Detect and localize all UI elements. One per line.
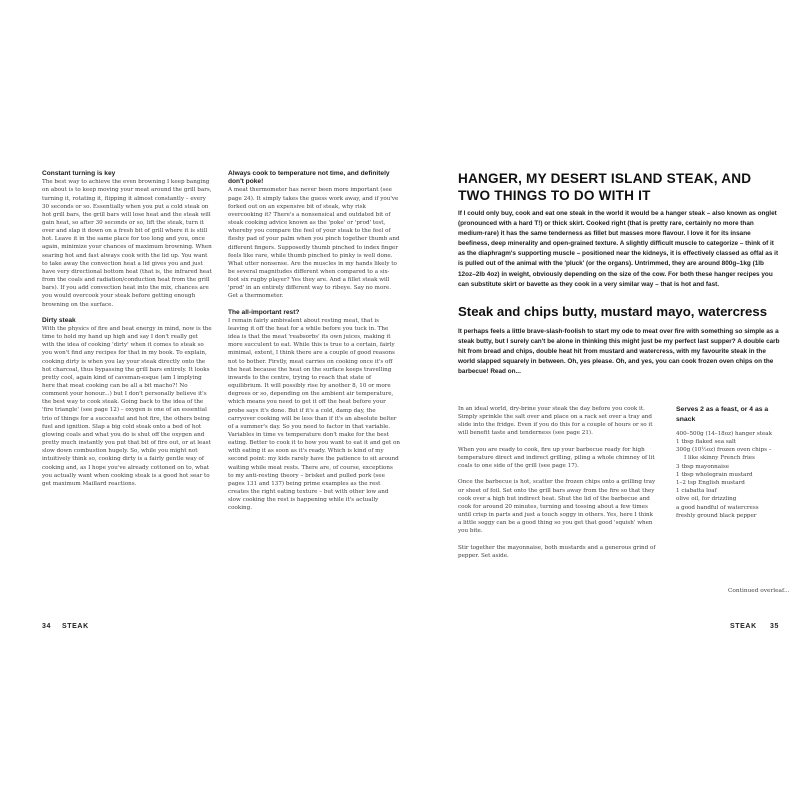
ingredient-item: 1 tbsp flaked sea salt: [676, 439, 737, 446]
page-number-left: 34: [42, 623, 51, 630]
section-heading: The all-important rest?: [228, 308, 300, 316]
left-column-1: [42, 170, 212, 488]
recipe-intro: It perhaps feels a little brave-slash-foolish to start my ode to meat over fire with something so simple as a steak butty, but I surely can't be alone in thinking this might just be my perfect last supper? A double carb hit from bread and chips, double heat hit from mustard and watercress, with my favourite steak in the world slapped squarely in between. Oh, yes please. Oh, and yes, you can cook frozen oven chips on the barbecue! Read on...: [458, 327, 780, 376]
method-step: Stir together the mayonnaise, both mustards and a generous grind of pepper. Set aside.: [458, 544, 656, 559]
ingredient-item: a good handful of watercress: [676, 504, 759, 511]
ingredient-item: 300g (10½oz) frozen oven chips –: [676, 447, 772, 454]
ingredient-item: 400–500g (14–18oz) hanger steak: [676, 430, 773, 437]
recipe-method: [458, 405, 658, 568]
serves-label: Serves 2 as a feast, or 4 as a snack: [676, 406, 769, 424]
section-heading: Constant turning is key: [42, 170, 116, 177]
ingredient-item: freshly ground black pepper: [676, 512, 757, 519]
section-body: The best way to achieve the even browning I keep banging on about is to keep moving your meat around the grill bars, turning it, rotating it, flipping it almost constantly – every 30 seconds or so. Essentially when you put a cold steak on hot grill bars, the grill bars will lose heat and the steak will gain heat, so after 30 seconds or so, lift the steak, turn it over and slap it down on a fresh bit of grill where it is still hot. Leave it in the same place for too long and you, once again, minimize your chances of maximum browning. When searing hot and fast always cook with the lid up. You want to take away the convection heat a lid gives you and just have very directional bottom heat (that is, the infrared heat from the coals and radiation/conduction heat from the grill bars). If you add convection heat into the mix, chances are you would overcook your steak before getting enough browning on the surface.: [42, 179, 212, 308]
method-step: Once the barbecue is hot, scatter the frozen chips onto a grilling tray or sheet of foil. Set onto the grill bars away from the fire so that they cook over a high but indirect heat. Shut the lid of the barbecue and cook for around 20 minutes, turning and tossing about a few times until crisp in parts and just a touch soggy in others. Yes, here I think a little soggy can be a good thing so you get that good 'squish' when you bite.: [458, 479, 656, 535]
recipe-title: Steak and chips butty, mustard mayo, watercress: [458, 303, 768, 319]
section-heading: Dirty steak: [42, 316, 76, 324]
section-body: I remain fairly ambivalent about resting meat, that is leaving it off the heat for a while before you tuck in. The idea is that the meat 'reabsorbs' its own juices, making it more succulent to eat. While this is true to a certain, fairly minimal, extent, I think there are a couple of good reasons not to bother. Firstly, meat carries on cooking once it's off the heat because the heat on the surface keeps travelling inwards to the centre, trying to reach that state of equilibrium. It will possibly rise by another 8, 10 or more degrees or so, depending on the ambient air temperature, which means you need to get it off the heat before your probe says it's done. But if it's a cold, damp day, the carryover cooking will be less than if it's an absolute belter of a summer's day. So you need to factor in that variable. Variables in time vs temperature don't make for the best eating. Better to cook it to how you want to eat it and get on with eating it as soon as it's ready. Which is kind of my second point: my kids rarely have the patience to sit around waiting while meat rests. There are, of course, exceptions to my anti-resting theory – brisket and pulled pork (see pages 131 and 137) being prime examples as the rest creates the right eating texture – but with other low and slow cooking the rest is happening while it's actually cooking.: [228, 317, 400, 512]
page-number-right: 35: [770, 623, 779, 630]
ingredient-item: 3 tbsp mayonnaise: [676, 463, 730, 470]
method-step: When you are ready to cook, fire up your barbecue ready for high temperature direct and indirect grilling, piling a whole chimney of lit coals to one side of the grill (see page 17).: [458, 446, 655, 470]
left-column-2: [228, 170, 400, 513]
section-label-left: STEAK: [62, 623, 89, 630]
page-title: HANGER, MY DESERT ISLAND STEAK, AND TWO THINGS TO DO WITH IT: [458, 171, 752, 203]
method-step: In an ideal world, dry-brine your steak the day before you cook it. Simply sprinkle the salt over and place on a rack set over a tray and slide into the fridge. Even if you do this for a couple of hours or so it will benefit taste and tenderness (see page 21).: [458, 406, 653, 437]
ingredients-list: [676, 430, 782, 520]
article-intro: If I could only buy, cook and eat one steak in the world it would be a hanger steak – also known as onglet (pronounced with a hard T!) or thick skirt. Cooked right (that is pretty rare, certainly no more than medium-rare) it has the same tenderness as fillet but masses more flavour. I love it for its insane beefiness, deep minerality and open-grained texture. A slightly difficult muscle to categorize – think of it as the diaphragm's supporting muscle – positioned near the kidneys, it is effectively classed as offal as it is pulled out of the animal with the 'pluck' (or the organs). Untrimmed, they are around 800g–1kg (1lb 12oz–2lb 4oz) in weight, obviously depending on the size of the cow. For both these hanger recipes you can substitute skirt or bavette as they cook in a very similar way – that is hot and fast.: [458, 210, 779, 288]
ingredients-panel: [676, 405, 782, 520]
ingredient-item: I like skinny French fries: [684, 455, 755, 462]
section-body: A meat thermometer has never been more important (see page 24). It simply takes the guess work away, and if you've forked out on an expensive bit of steak, why risk overcooking it? There's a nonsensical and outdated bit of steak cooking advice known as the 'poke' or 'prod' test, whereby you compare the feel of your steak to the feel of fleshy pad of your palm when you pinch together thumb and different fingers. Supposedly thumb pinched to index finger feels like rare, while thumb pinched to pinky is well done. What utter nonsense. Are the muscles in my hands likely to be several magnitudes different when compared to a six-foot six rugby player? Yes they are. And a fillet steak will 'prod' in an entirely different way to ribeye. Say no more. Get a thermometer.: [228, 187, 400, 300]
ingredient-item: 1 ciabatta loaf: [676, 488, 717, 495]
section-heading: Always cook to temperature not time, and definitely don't poke!: [228, 170, 390, 186]
article-header: [458, 170, 780, 377]
ingredient-item: olive oil, for drizzling: [676, 496, 737, 503]
section-label-right: STEAK: [730, 623, 757, 630]
continued-overleaf: Continued overleaf...: [728, 588, 790, 594]
section-body: With the physics of fire and heat energy in mind, now is the time to hold my hand up high and say I don't really get with the idea of cooking 'dirty' when it comes to steak so you won't find any recipes for that in my book. To explain, cooking dirty is when you lay your steak directly onto the hot charcoal, thus bypassing the grill bars entirely. It looks pretty cool, again kind of caveman-esque (am I implying here that meat cooking can be all a bit macho?! No comment your honour...) but I don't personally believe it's the best way to cook steak. Going back to the idea of the 'fire triangle' (see page 12) – oxygen is one of an essential trio of things for a successful and hot fire, the others being fuel and ignition. Slap a big cold steak onto a bed of hot glowing coals and what you do is shut off the oxygen and pretty much instantly you put that bit of fire out, or at least slow down combustion hugely. So, while you might not intuitively think so, cooking dirty is a fairly gentle way of cooking and, as I hope you've already cottoned on to, what you actually want when cooking steak is a good hot sear to get maximum Maillard reactions.: [42, 325, 212, 487]
ingredient-item: 1 tbsp wholegrain mustard: [676, 471, 753, 478]
ingredient-item: 1–2 tsp English mustard: [676, 480, 745, 487]
